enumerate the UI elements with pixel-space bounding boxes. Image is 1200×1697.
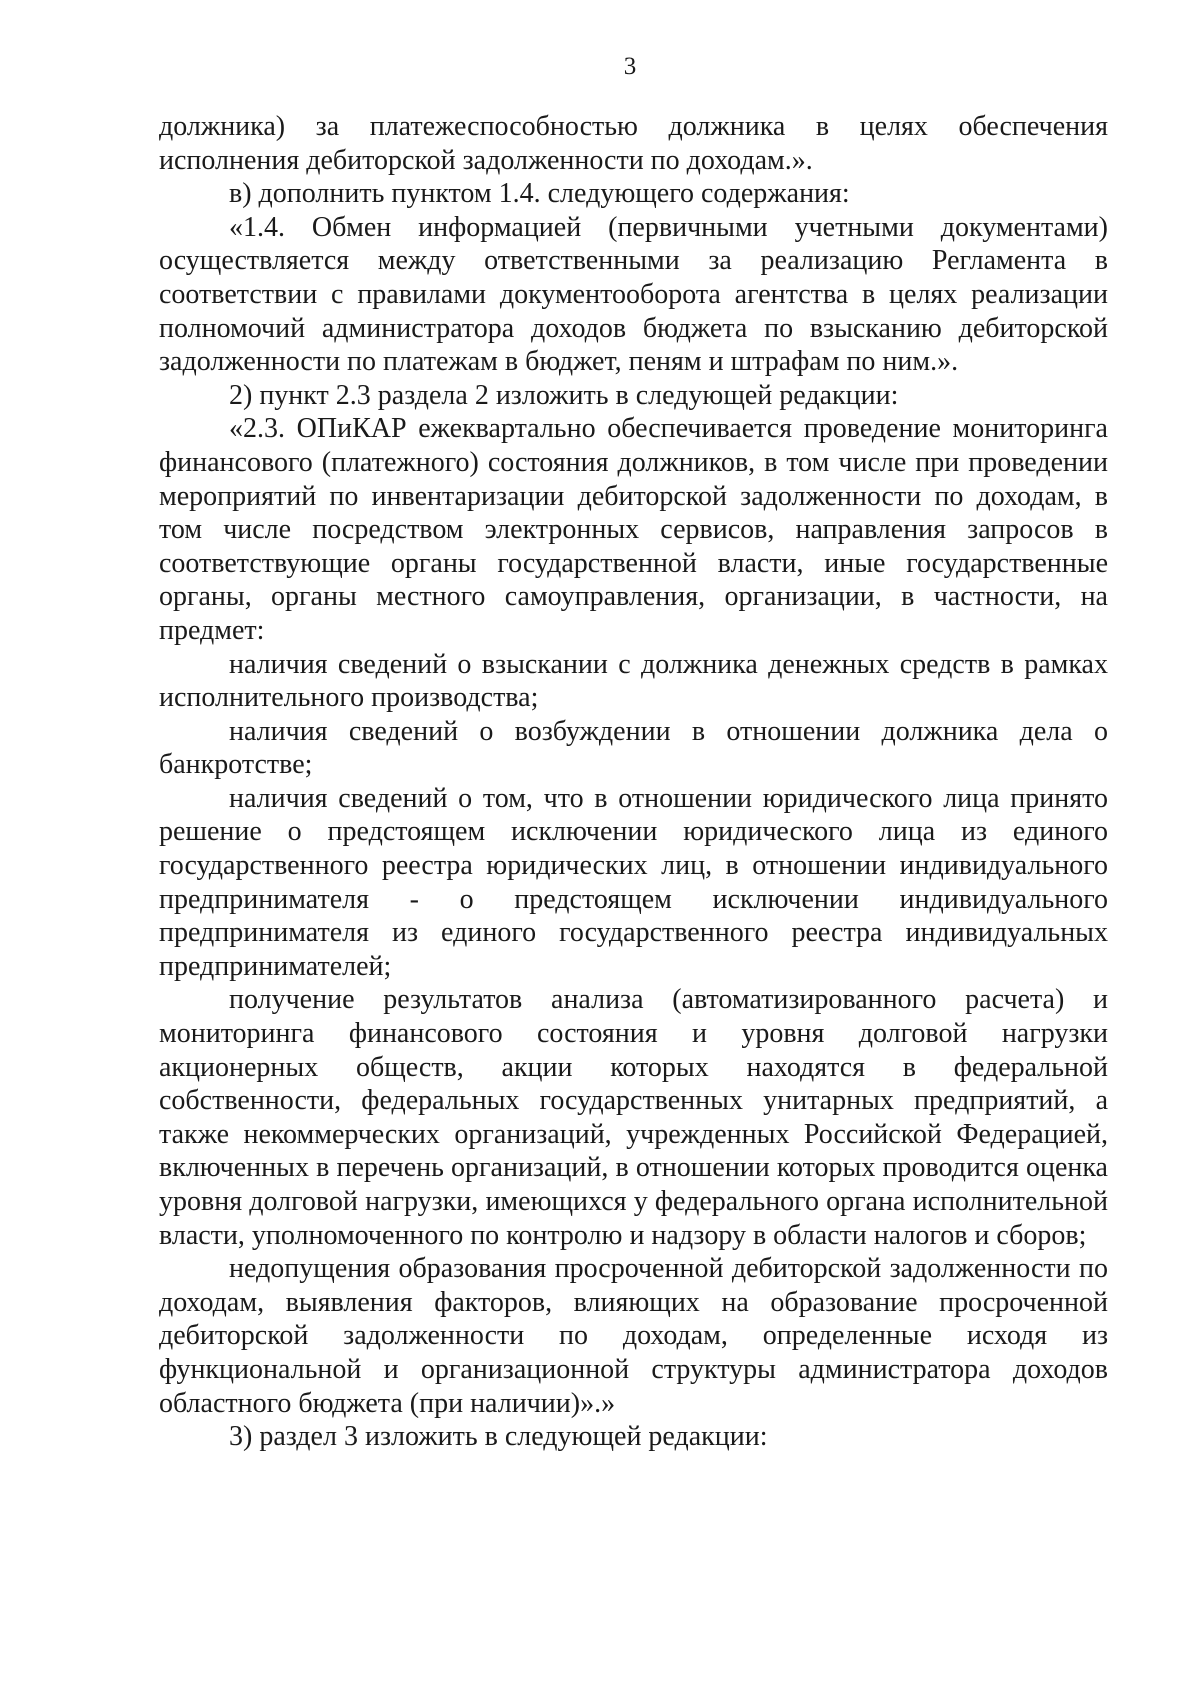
paragraph-clause-2-3: «2.3. ОПиКАР ежеквартально обеспечивается проведение мониторинга финансового (платежного) состояния должников, в том числе при проведении мероприятий по инвентаризации дебиторской задолженности по доходам, в том числе посредством электронных сервисов, направления запросов в соответствующие органы государственной власти, иные государственные органы, органы местного самоуправления, организации, в частности, на предмет: [159, 413, 1108, 646]
paragraph-list-item: наличия сведений о том, что в отношении юридического лица принято решение о предстоящем исключении юридического лица из единого государственного реестра юридических лиц, в отношении индивидуального предпринимателя - о предстоящем исключении индивидуального предпринимателя из единого государственного реестра индивидуальных предпринимателей; [159, 782, 1108, 982]
paragraph-list-item: наличия сведений о взыскании с должника денежных средств в рамках исполнительного производства; [159, 648, 1108, 714]
paragraph-list-item: недопущения образования просроченной дебиторской задолженности по доходам, выявления факторов, влияющих на образование просроченной дебиторской задолженности по доходам, определенные исходя из функциональной и организационной структуры администратора доходов областного бюджета (при наличии)».» [159, 1253, 1108, 1419]
paragraph-clause-1-4: «1.4. Обмен информацией (первичными учетными документами) осуществляется между ответственными за реализацию Регламента в соответствии с правилами документооборота агентства в целях реализации полномочий администратора доходов бюджета по взысканию дебиторской задолженности по платежам в бюджет, пеням и штрафам по ним.». [159, 211, 1108, 378]
page-number: 3 [623, 53, 637, 80]
paragraph-item-2: 2) пункт 2.3 раздела 2 изложить в следующей редакции: [229, 379, 899, 411]
paragraph-continuation: должника) за платежеспособностью должника в целях обеспечения исполнения дебиторской задолженности по доходам.». [159, 111, 1108, 176]
paragraph-item-3: 3) раздел 3 изложить в следующей редакции: [229, 1421, 768, 1453]
paragraph-list-item: наличия сведений о возбуждении в отношении должника дела о банкротстве; [159, 715, 1108, 781]
document-body [159, 110, 1108, 1454]
paragraph-item-v: в) дополнить пунктом 1.4. следующего содержания: [229, 178, 850, 210]
paragraph-list-item: получение результатов анализа (автоматизированного расчета) и мониторинга финансового состояния и уровня долговой нагрузки акционерных обществ, акции которых находятся в федеральной собственности, федеральных государственных унитарных предприятий, а также некоммерческих организаций, учрежденных Российской Федерацией, включенных в перечень организаций, в отношении которых проводится оценка уровня долговой нагрузки, имеющихся у федерального органа исполнительной власти, уполномоченного по контролю и надзору в области налогов и сборов; [159, 984, 1108, 1251]
